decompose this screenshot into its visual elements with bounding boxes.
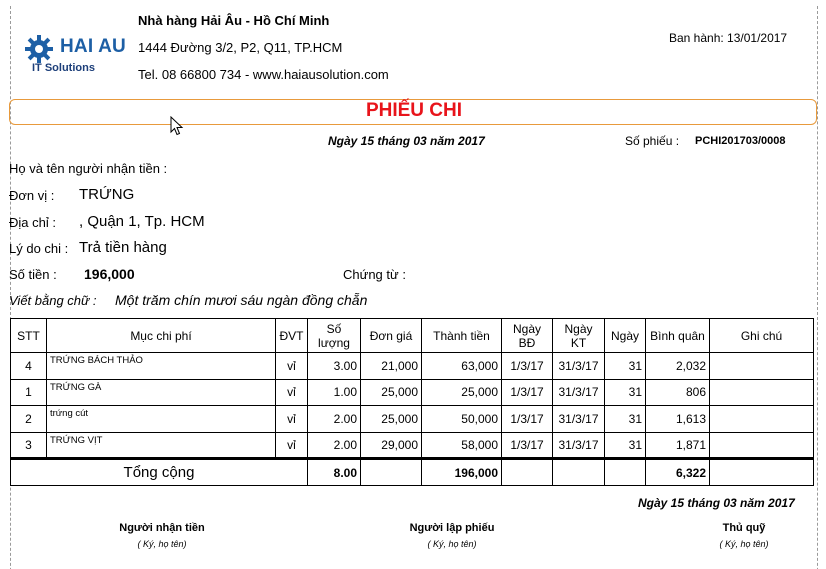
total-empty-cell — [605, 459, 646, 486]
voucher-number: PCHI201703/0008 — [695, 135, 786, 147]
col-header: Mục chi phí — [47, 319, 276, 353]
col-header: ĐVT — [276, 319, 308, 353]
gear-icon — [24, 34, 54, 64]
note-cell — [710, 406, 814, 433]
unit-cell: vỉ — [276, 353, 308, 380]
table-row — [11, 353, 814, 380]
item-cell: TRỨNG BÁCH THẢO — [47, 353, 276, 380]
company-address: 1444 Đường 3/2, P2, Q11, TP.HCM — [138, 40, 343, 55]
amount-cell: 63,000 — [422, 353, 502, 380]
reason-value: Trả tiền hàng — [79, 239, 167, 256]
total-amount: 196,000 — [422, 459, 502, 486]
col-header: Thành tiền — [422, 319, 502, 353]
start-date-cell: 1/3/17 — [502, 353, 553, 380]
quantity-cell: 1.00 — [308, 379, 361, 406]
item-cell: trứng cút — [47, 406, 276, 433]
table-row — [11, 432, 814, 459]
signature-receiver-title: Người nhận tiền — [119, 522, 205, 534]
days-cell: 31 — [605, 432, 646, 459]
company-name: Nhà hàng Hải Âu - Hồ Chí Minh — [138, 13, 330, 28]
mouse-cursor-icon — [170, 116, 184, 136]
amount-value: 196,000 — [84, 266, 135, 282]
unit-cell: vỉ — [276, 432, 308, 459]
quantity-cell: 3.00 — [308, 353, 361, 380]
note-cell — [710, 432, 814, 459]
stt-cell: 2 — [11, 406, 47, 433]
item-cell: TRỨNG VỊT — [47, 432, 276, 459]
unit-cell: vỉ — [276, 379, 308, 406]
reason-label: Lý do chi : — [9, 241, 69, 256]
start-date-cell: 1/3/17 — [502, 432, 553, 459]
price-cell: 25,000 — [361, 379, 422, 406]
total-empty-cell — [710, 459, 814, 486]
total-average: 6,322 — [646, 459, 710, 486]
average-cell: 1,871 — [646, 432, 710, 459]
unit-value: TRỨNG — [79, 186, 135, 203]
signature-cashier-title: Thủ quỹ — [722, 522, 766, 534]
col-header: Đơn giá — [361, 319, 422, 353]
col-header: Ghi chú — [710, 319, 814, 353]
company-contact: Tel. 08 66800 734 - www.haiausolution.com — [138, 67, 389, 82]
table-total-row — [11, 459, 814, 486]
signature-receiver-note: ( Ký, họ tên) — [137, 539, 187, 549]
note-cell — [710, 379, 814, 406]
receiver-label: Họ và tên người nhận tiền : — [9, 161, 168, 176]
voucher-date: Ngày 15 tháng 03 năm 2017 — [328, 134, 485, 148]
amount-cell: 25,000 — [422, 379, 502, 406]
table-row — [11, 379, 814, 406]
col-header: Ngày KT — [553, 319, 605, 353]
stt-cell: 4 — [11, 353, 47, 380]
end-date-cell: 31/3/17 — [553, 353, 605, 380]
col-header: Số lượng — [308, 319, 361, 353]
col-header: Ngày — [605, 319, 646, 353]
price-cell: 25,000 — [361, 406, 422, 433]
signature-preparer-title: Người lập phiếu — [409, 522, 495, 534]
documents-label: Chứng từ : — [343, 267, 406, 282]
title-box — [9, 99, 817, 125]
days-cell: 31 — [605, 379, 646, 406]
end-date-cell: 31/3/17 — [553, 406, 605, 433]
unit-label: Đơn vị : — [9, 188, 55, 203]
start-date-cell: 1/3/17 — [502, 406, 553, 433]
amount-cell: 50,000 — [422, 406, 502, 433]
days-cell: 31 — [605, 353, 646, 380]
table-row — [11, 406, 814, 433]
amount-cell: 58,000 — [422, 432, 502, 459]
amount-in-words: Một trăm chín mươi sáu ngàn đồng chẵn — [115, 292, 368, 308]
item-cell: TRỨNG GÀ — [47, 379, 276, 406]
price-cell: 29,000 — [361, 432, 422, 459]
total-empty-cell — [502, 459, 553, 486]
signature-cashier-note: ( Ký, họ tên) — [719, 539, 769, 549]
note-cell — [710, 353, 814, 380]
col-header: Bình quân — [646, 319, 710, 353]
page-title: PHIẾU CHI — [365, 100, 463, 121]
start-date-cell: 1/3/17 — [502, 379, 553, 406]
end-date-cell: 31/3/17 — [553, 432, 605, 459]
logo-brand: HAI AU — [60, 36, 126, 57]
address-value: , Quận 1, Tp. HCM — [79, 213, 205, 230]
signature-preparer-note: ( Ký, họ tên) — [427, 539, 477, 549]
total-empty-cell — [553, 459, 605, 486]
company-logo — [12, 10, 134, 96]
col-header: STT — [11, 319, 47, 353]
amount-in-words-label: Viết bằng chữ : — [9, 293, 97, 308]
quantity-cell: 2.00 — [308, 432, 361, 459]
stt-cell: 1 — [11, 379, 47, 406]
voucher-number-label: Số phiếu : — [625, 134, 680, 148]
days-cell: 31 — [605, 406, 646, 433]
address-label: Địa chỉ : — [9, 215, 56, 230]
expense-table — [10, 318, 814, 486]
issue-date: Ban hành: 13/01/2017 — [669, 31, 788, 45]
total-quantity: 8.00 — [308, 459, 361, 486]
average-cell: 1,613 — [646, 406, 710, 433]
col-header: Ngày BĐ — [502, 319, 553, 353]
logo-tagline: IT Solutions — [32, 62, 95, 74]
price-cell: 21,000 — [361, 353, 422, 380]
footer-date: Ngày 15 tháng 03 năm 2017 — [638, 496, 795, 510]
stt-cell: 3 — [11, 432, 47, 459]
quantity-cell: 2.00 — [308, 406, 361, 433]
average-cell: 2,032 — [646, 353, 710, 380]
unit-cell: vỉ — [276, 406, 308, 433]
table-header-row — [11, 319, 814, 353]
end-date-cell: 31/3/17 — [553, 379, 605, 406]
average-cell: 806 — [646, 379, 710, 406]
total-label: Tổng cộng — [11, 459, 308, 486]
total-empty-cell — [361, 459, 422, 486]
amount-label: Số tiền : — [9, 267, 57, 282]
